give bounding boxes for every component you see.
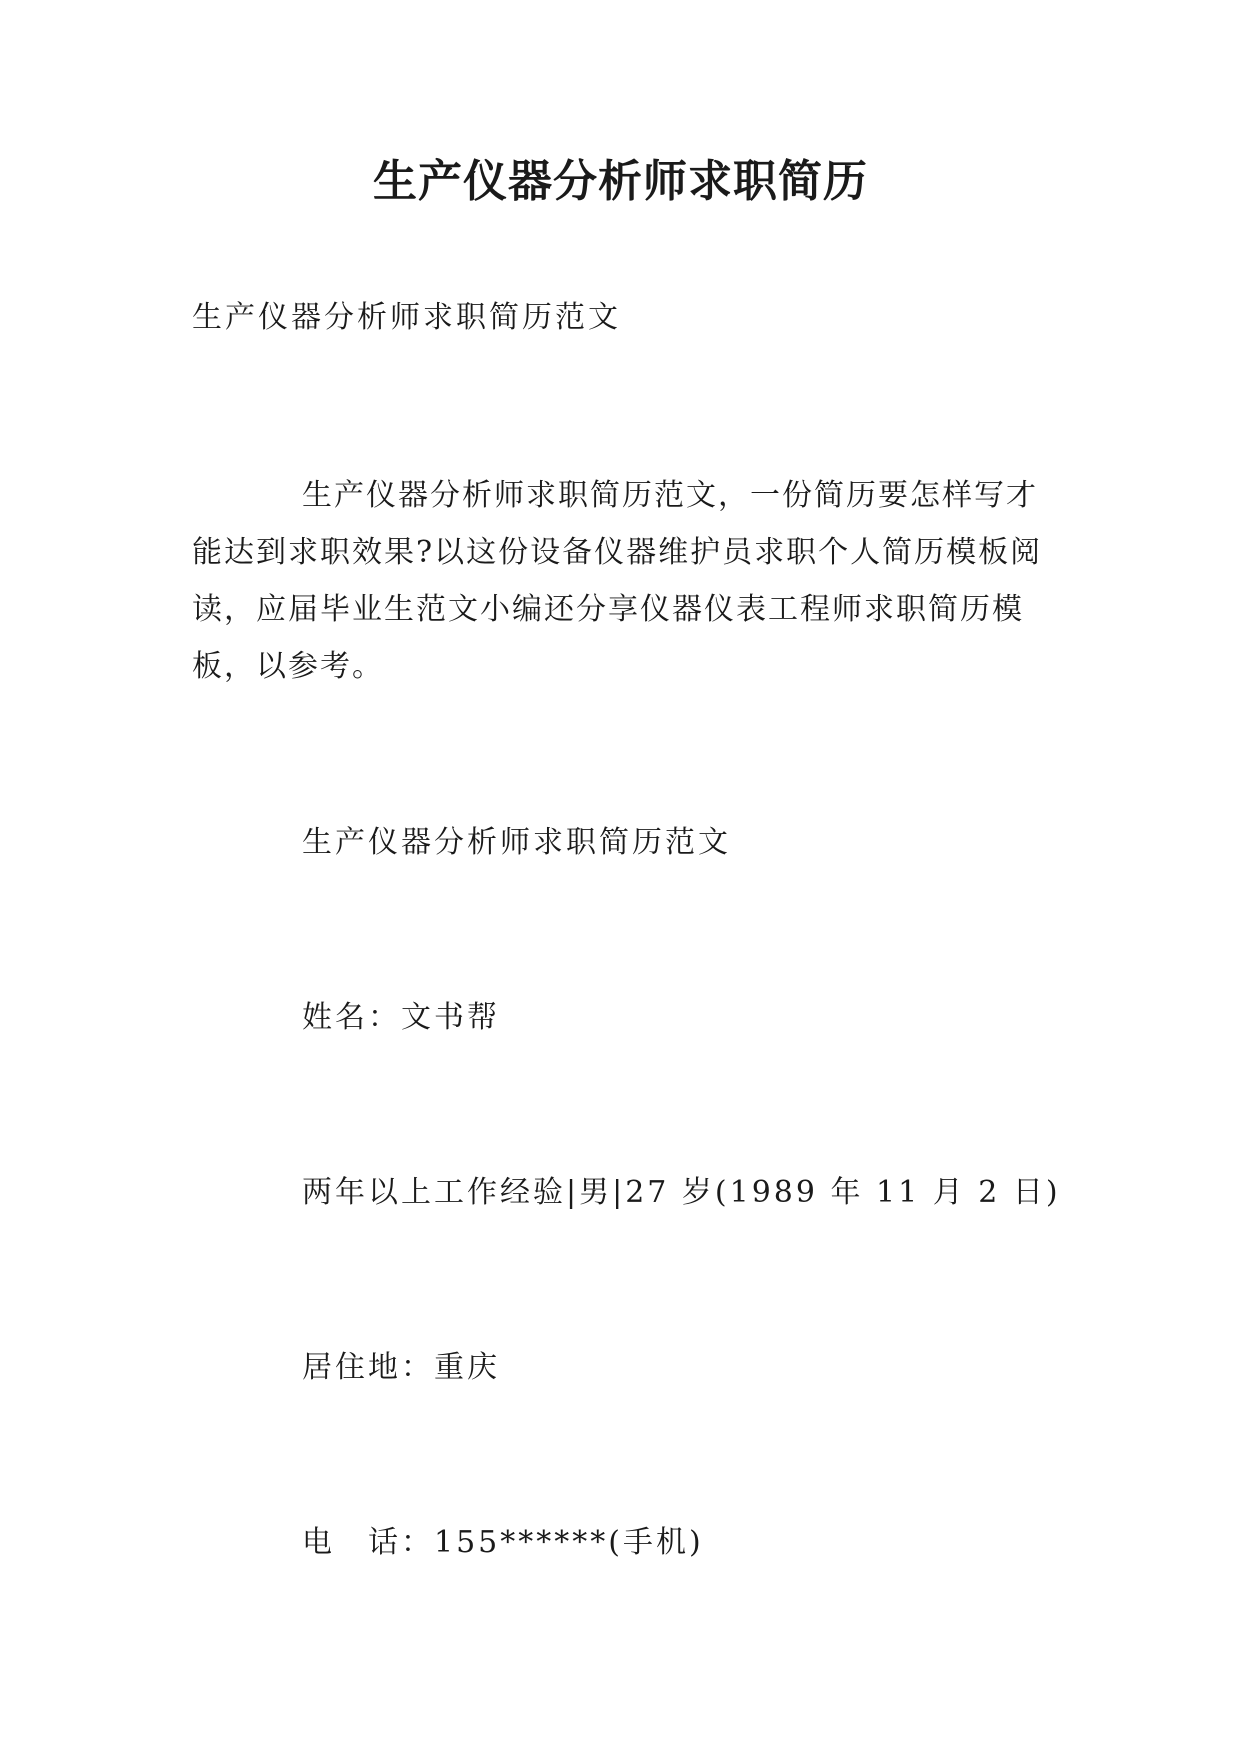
intro-paragraph: 生产仪器分析师求职简历范文，一份简历要怎样写才能达到求职效果?以这份设备仪器维护员求职个人简历模板阅读，应届毕业生范文小编还分享仪器仪表工程师求职简历模板，以参考。 [192,478,1043,684]
document-title: 生产仪器分析师求职简历 [373,156,868,207]
document-subtitle: 生产仪器分析师求职简历范文 [192,300,621,335]
section-heading: 生产仪器分析师求职简历范文 [302,825,731,860]
info-line: 两年以上工作经验|男|27 岁(1989 年 11 月 2 日) [302,1175,1061,1210]
residence-line: 居住地：重庆 [302,1350,500,1385]
phone-line: 电 话：155******(手机) [302,1525,704,1560]
name-line: 姓名：文书帮 [302,1000,500,1035]
